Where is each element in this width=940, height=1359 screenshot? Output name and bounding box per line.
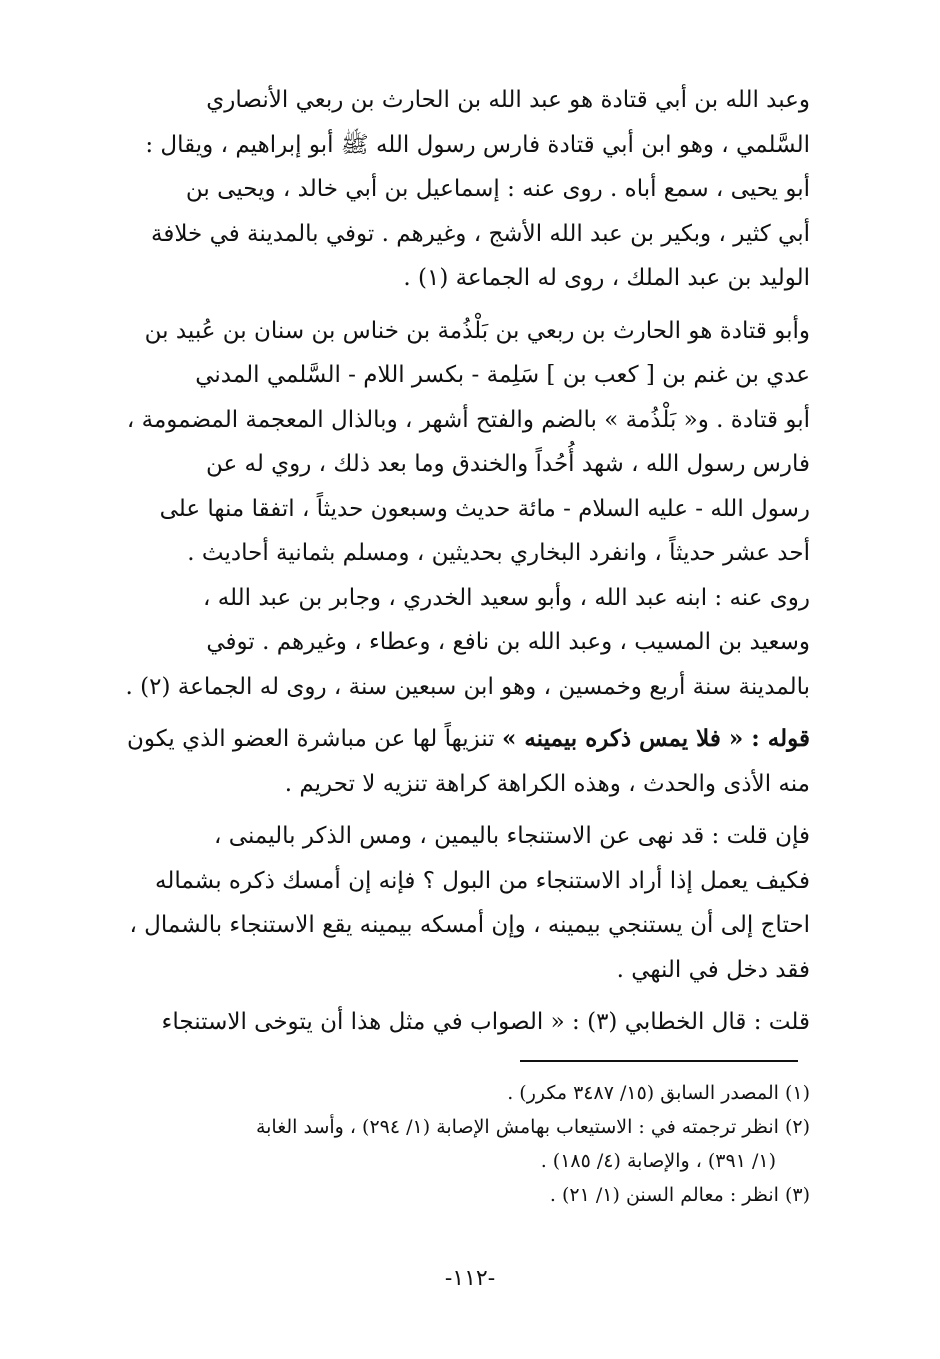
text-line: أبو قتادة . و« بَلْذُمة » بالضم والفتح أشهر ، وبالذال المعجمة المضمومة ، xyxy=(126,406,810,433)
footnote-divider xyxy=(520,1060,798,1062)
text-line: منه الأذى والحدث ، وهذه الكراهة كراهة تنزيه لا تحريم . xyxy=(284,770,810,797)
text-line: عدي بن غنم بن [ كعب بن ] سَلِمة - بكسر اللام - السَّلمي المدني xyxy=(195,362,810,388)
text-line: بالمدينة سنة أربع وخمسين ، وهو ابن سبعين سنة ، روى له الجماعة (٢) . xyxy=(125,673,810,700)
text-line: الوليد بن عبد الملك ، روى له الجماعة (١) . xyxy=(403,265,810,291)
main-text xyxy=(120,78,810,1053)
paragraph-1 xyxy=(120,78,810,301)
paragraph-5 xyxy=(120,1000,810,1045)
text-line: أبو يحيى ، سمع أباه . روى عنه : إسماعيل بن أبي خالد ، ويحيى بن xyxy=(185,176,810,202)
text-line: فقد دخل في النهي . xyxy=(616,956,810,983)
text-line: وسعيد بن المسيب ، وعبد الله بن نافع ، وعطاء ، وغيرهم . توفي xyxy=(206,629,810,655)
footnote-3: (٣) انظر : معالم السنن (١/ ٢١) . xyxy=(549,1184,810,1206)
text-line: أحد عشر حديثاً ، وانفرد البخاري بحديثين ، ومسلم بثمانية أحاديث . xyxy=(187,540,810,566)
text-line: احتاج إلى أن يستنجي بيمينه ، وإن أمسكه بيمينه يقع الاستنجاء بالشمال ، xyxy=(129,912,810,938)
text-line: تنزيهاً لها عن مباشرة العضو الذي يكون xyxy=(126,726,502,752)
text-line: فإن قلت : قد نهى عن الاستنجاء باليمين ، ومس الذكر باليمنى ، xyxy=(214,823,810,849)
text-line: رسول الله - عليه السلام - مائة حديث وسبعون حديثاً ، اتفقا منها على xyxy=(159,495,810,522)
footnotes xyxy=(120,1076,810,1212)
text-line: وعبد الله بن أبي قتادة هو عبد الله بن الحارث بن ربعي الأنصاري xyxy=(206,87,810,113)
text-line: أبي كثير ، وبكير بن عبد الله الأشج ، وغيرهم . توفي بالمدينة في خلافة xyxy=(151,220,810,247)
paragraph-2 xyxy=(120,309,810,710)
text-line: روى عنه : ابنه عبد الله ، وأبو سعيد الخدري ، وجابر بن عبد الله ، xyxy=(202,584,810,611)
text-line: فارس رسول الله ، شهد أُحُداً والخندق وما بعد ذلك ، روي له عن xyxy=(205,451,810,477)
text-line: قلت : قال الخطابي (٣) : « الصواب في مثل هذا أن يتوخى الاستنجاء xyxy=(161,1009,810,1035)
paragraph-4 xyxy=(120,814,810,992)
paragraph-3 xyxy=(120,717,810,806)
footnote-2-continuation: (١/ ٣٩١) ، والإصابة (٤/ ١٨٥) . xyxy=(540,1150,776,1172)
quoted-hadith-lead: قوله : « فلا يمس ذكره بيمينه » xyxy=(501,725,810,752)
text-line: وأبو قتادة هو الحارث بن ربعي بن بَلْذُمة بن خناس بن سنان بن عُبيد بن xyxy=(144,317,810,344)
page-number: -١١٢- xyxy=(444,1266,496,1291)
text-line: فكيف يعمل إذا أراد الاستنجاء من البول ؟ فإنه إن أمسك ذكره بشماله xyxy=(155,867,810,894)
footnote-2: (٢) انظر ترجمته في : الاستيعاب بهامش الإصابة (١/ ٢٩٤) ، وأسد الغابة xyxy=(255,1116,810,1138)
footnote-1: (١) المصدر السابق (١٥/ ٣٤٨٧ مكرر) . xyxy=(507,1082,810,1104)
text-line: السَّلمي ، وهو ابن أبي قتادة فارس رسول الله ﷺ أبو إبراهيم ، ويقال : xyxy=(145,131,810,158)
